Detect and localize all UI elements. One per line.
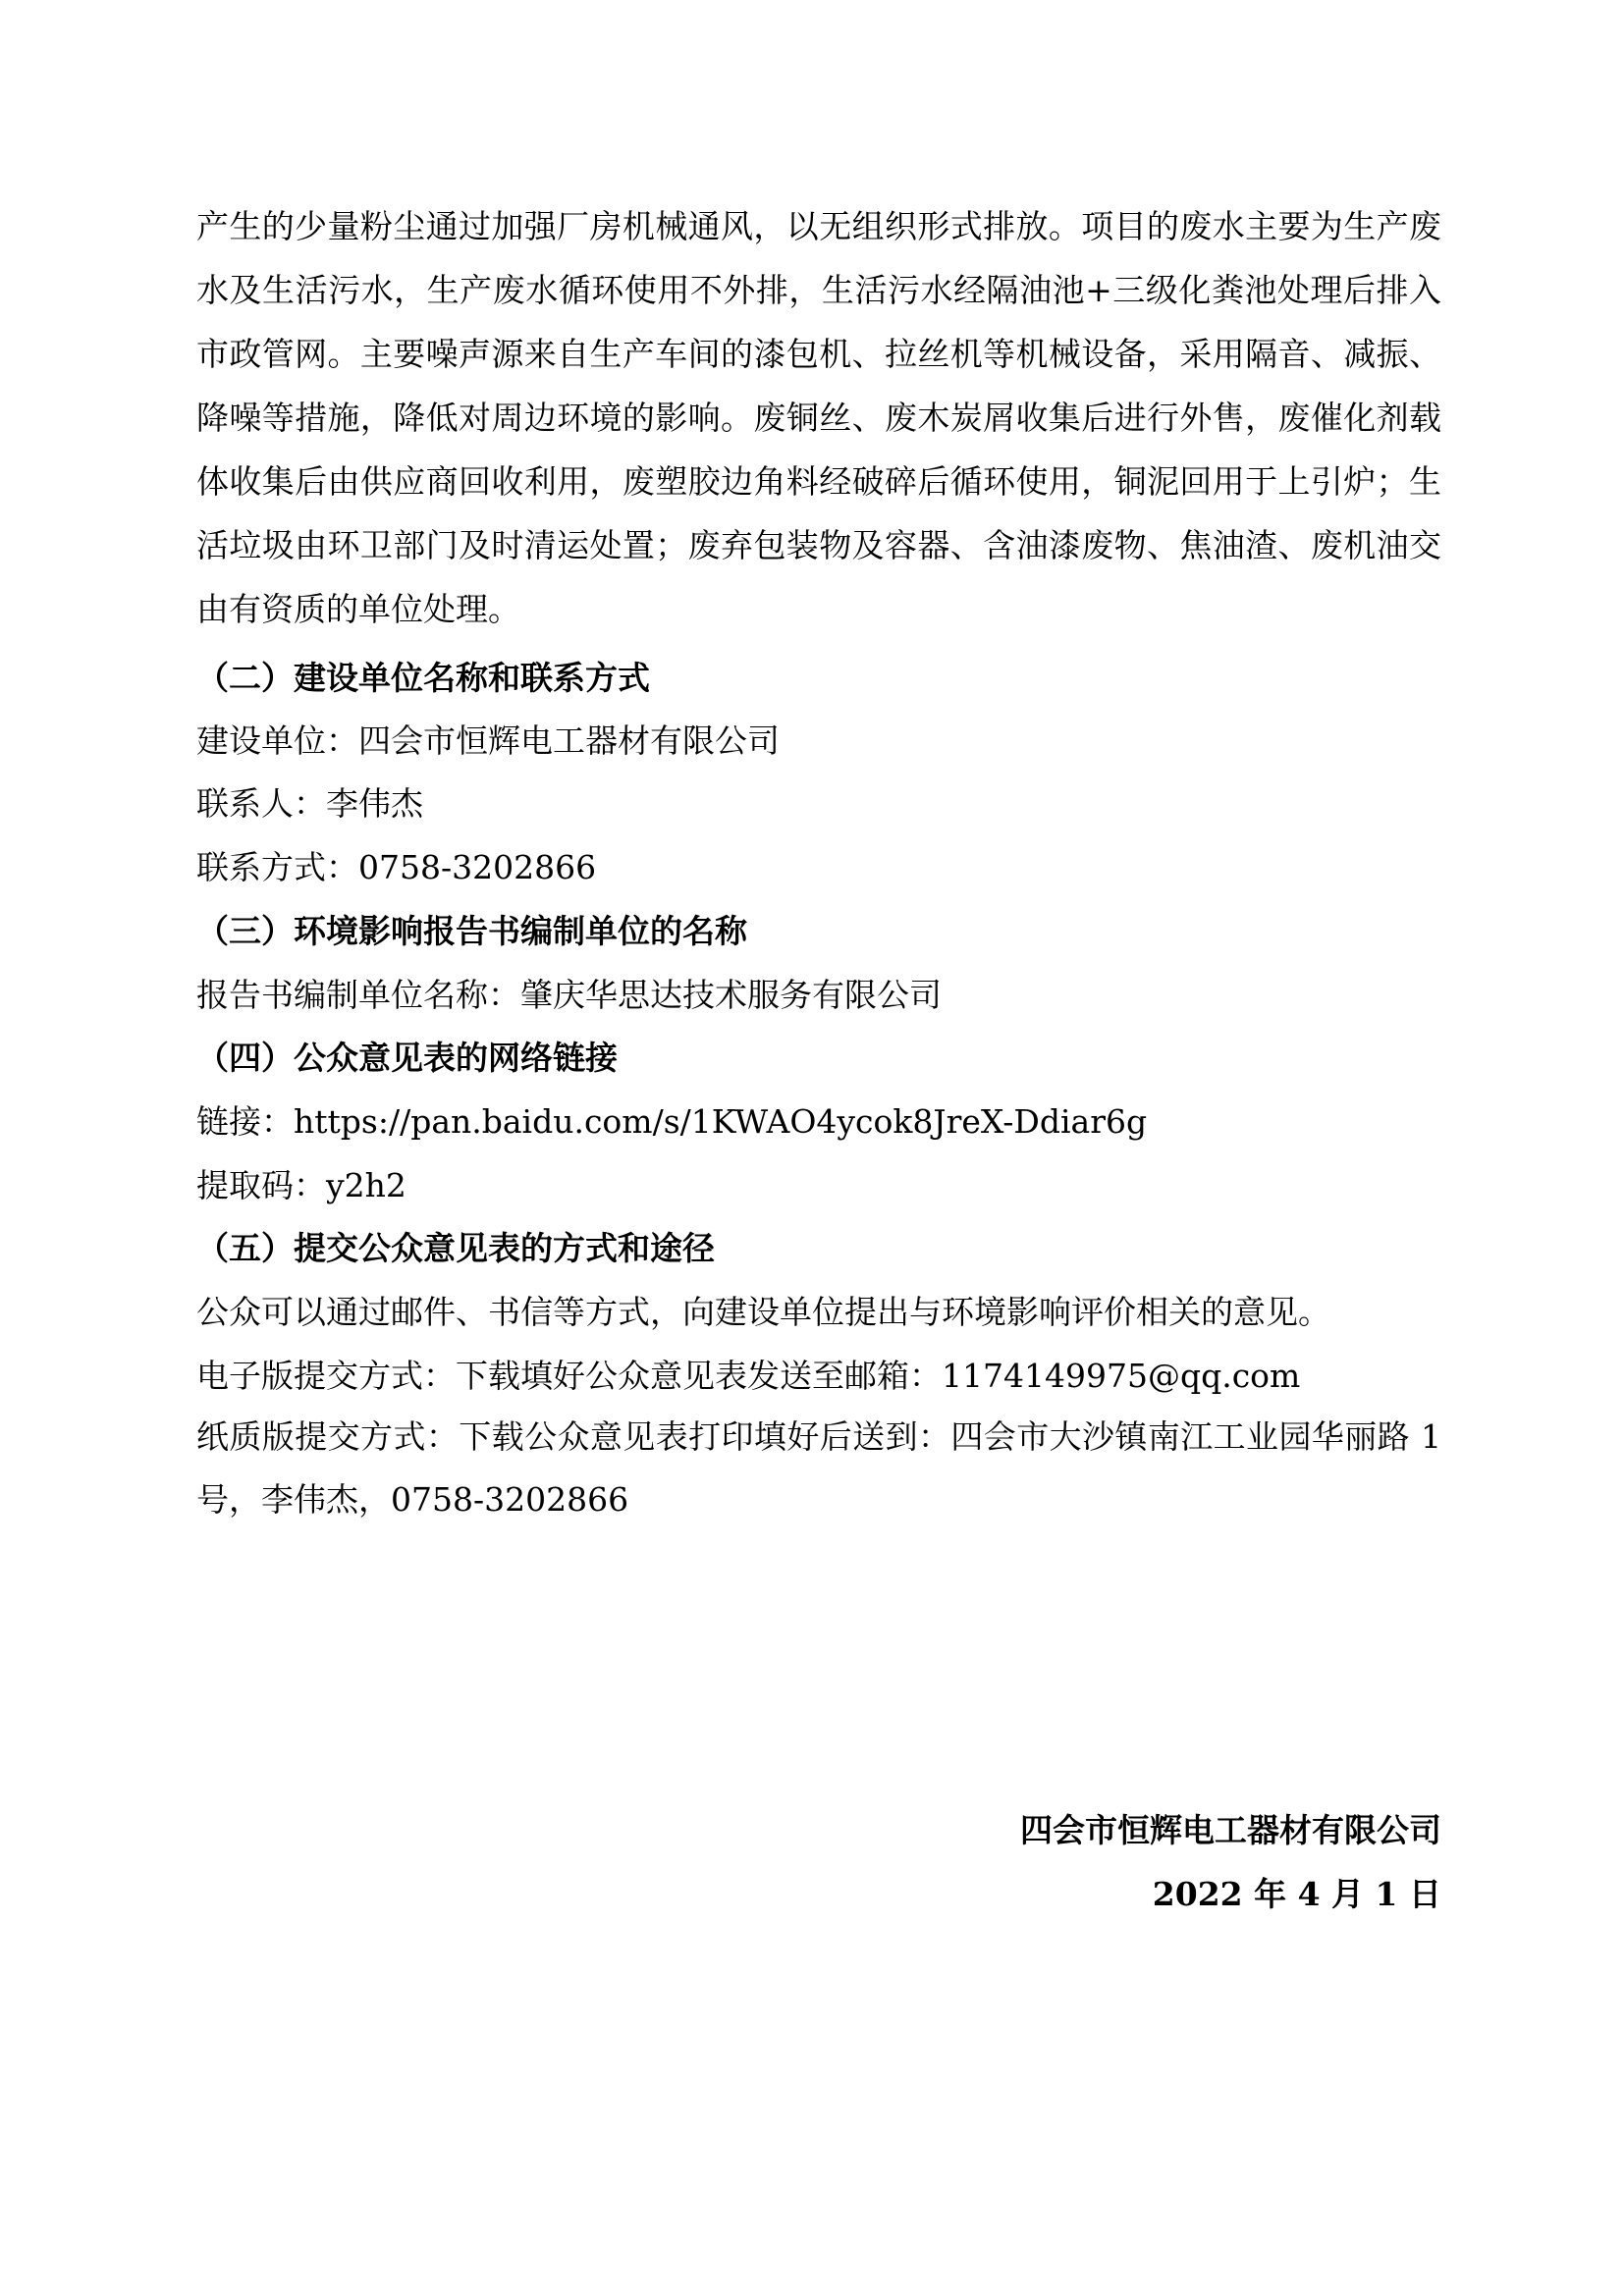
section-2-heading: （二）建设单位名称和联系方式	[196, 659, 650, 697]
contact-phone: 联系方式：0758-3202866	[196, 848, 597, 886]
extraction-code: 提取码：y2h2	[196, 1166, 406, 1204]
contact-person: 联系人：李伟杰	[196, 784, 423, 823]
email-submission: 电子版提交方式：下载填好公众意见表发送至邮箱：1174149975@qq.com	[196, 1357, 1301, 1395]
submission-ways: 公众可以通过邮件、书信等方式，向建设单位提出与环境影响评价相关的意见。	[196, 1293, 1330, 1331]
intro-paragraph: 产生的少量粉尘通过加强厂房机械通风，以无组织形式排放。项目的废水主要为生产废水及生活污水，生产废水循环使用不外排，生活污水经隔油池+三级化粪池处理后排入市政管网。主要噪声源来自生产车间的漆包机、拉丝机等机械设备，采用隔音、减振、降噪等措施，降低对周边环境的影响。废铜丝、废木炭屑收集后进行外售，废催化剂载体收集后由供应商回收利用，废塑胶边角料经破碎后循环使用，铜泥回用于上引炉；生活垃圾由环卫部门及时清运处置；废弃包装物及容器、含油漆废物、焦油渣、废机油交由有资质的单位处理。	[196, 207, 1441, 628]
section-3-heading: （三）环境影响报告书编制单位的名称	[196, 912, 747, 950]
download-link[interactable]: 链接：https://pan.baidu.com/s/1KWAO4ycok8JreX-Ddiar6g	[196, 1102, 1148, 1141]
signature-company: 四会市恒辉电工器材有限公司	[1020, 1811, 1441, 1849]
report-unit: 报告书编制单位名称：肇庆华思达技术服务有限公司	[196, 976, 942, 1014]
construction-unit: 建设单位：四会市恒辉电工器材有限公司	[196, 721, 780, 760]
section-5-heading: （五）提交公众意见表的方式和途径	[196, 1229, 715, 1267]
section-4-heading: （四）公众意见表的网络链接	[196, 1039, 618, 1077]
paper-submission: 纸质版提交方式：下载公众意见表打印填好后送到：四会市大沙镇南江工业园华丽路 1 号，李伟杰，0758-3202866	[196, 1417, 1441, 1519]
signature-date: 2022 年 4 月 1 日	[1152, 1875, 1441, 1913]
